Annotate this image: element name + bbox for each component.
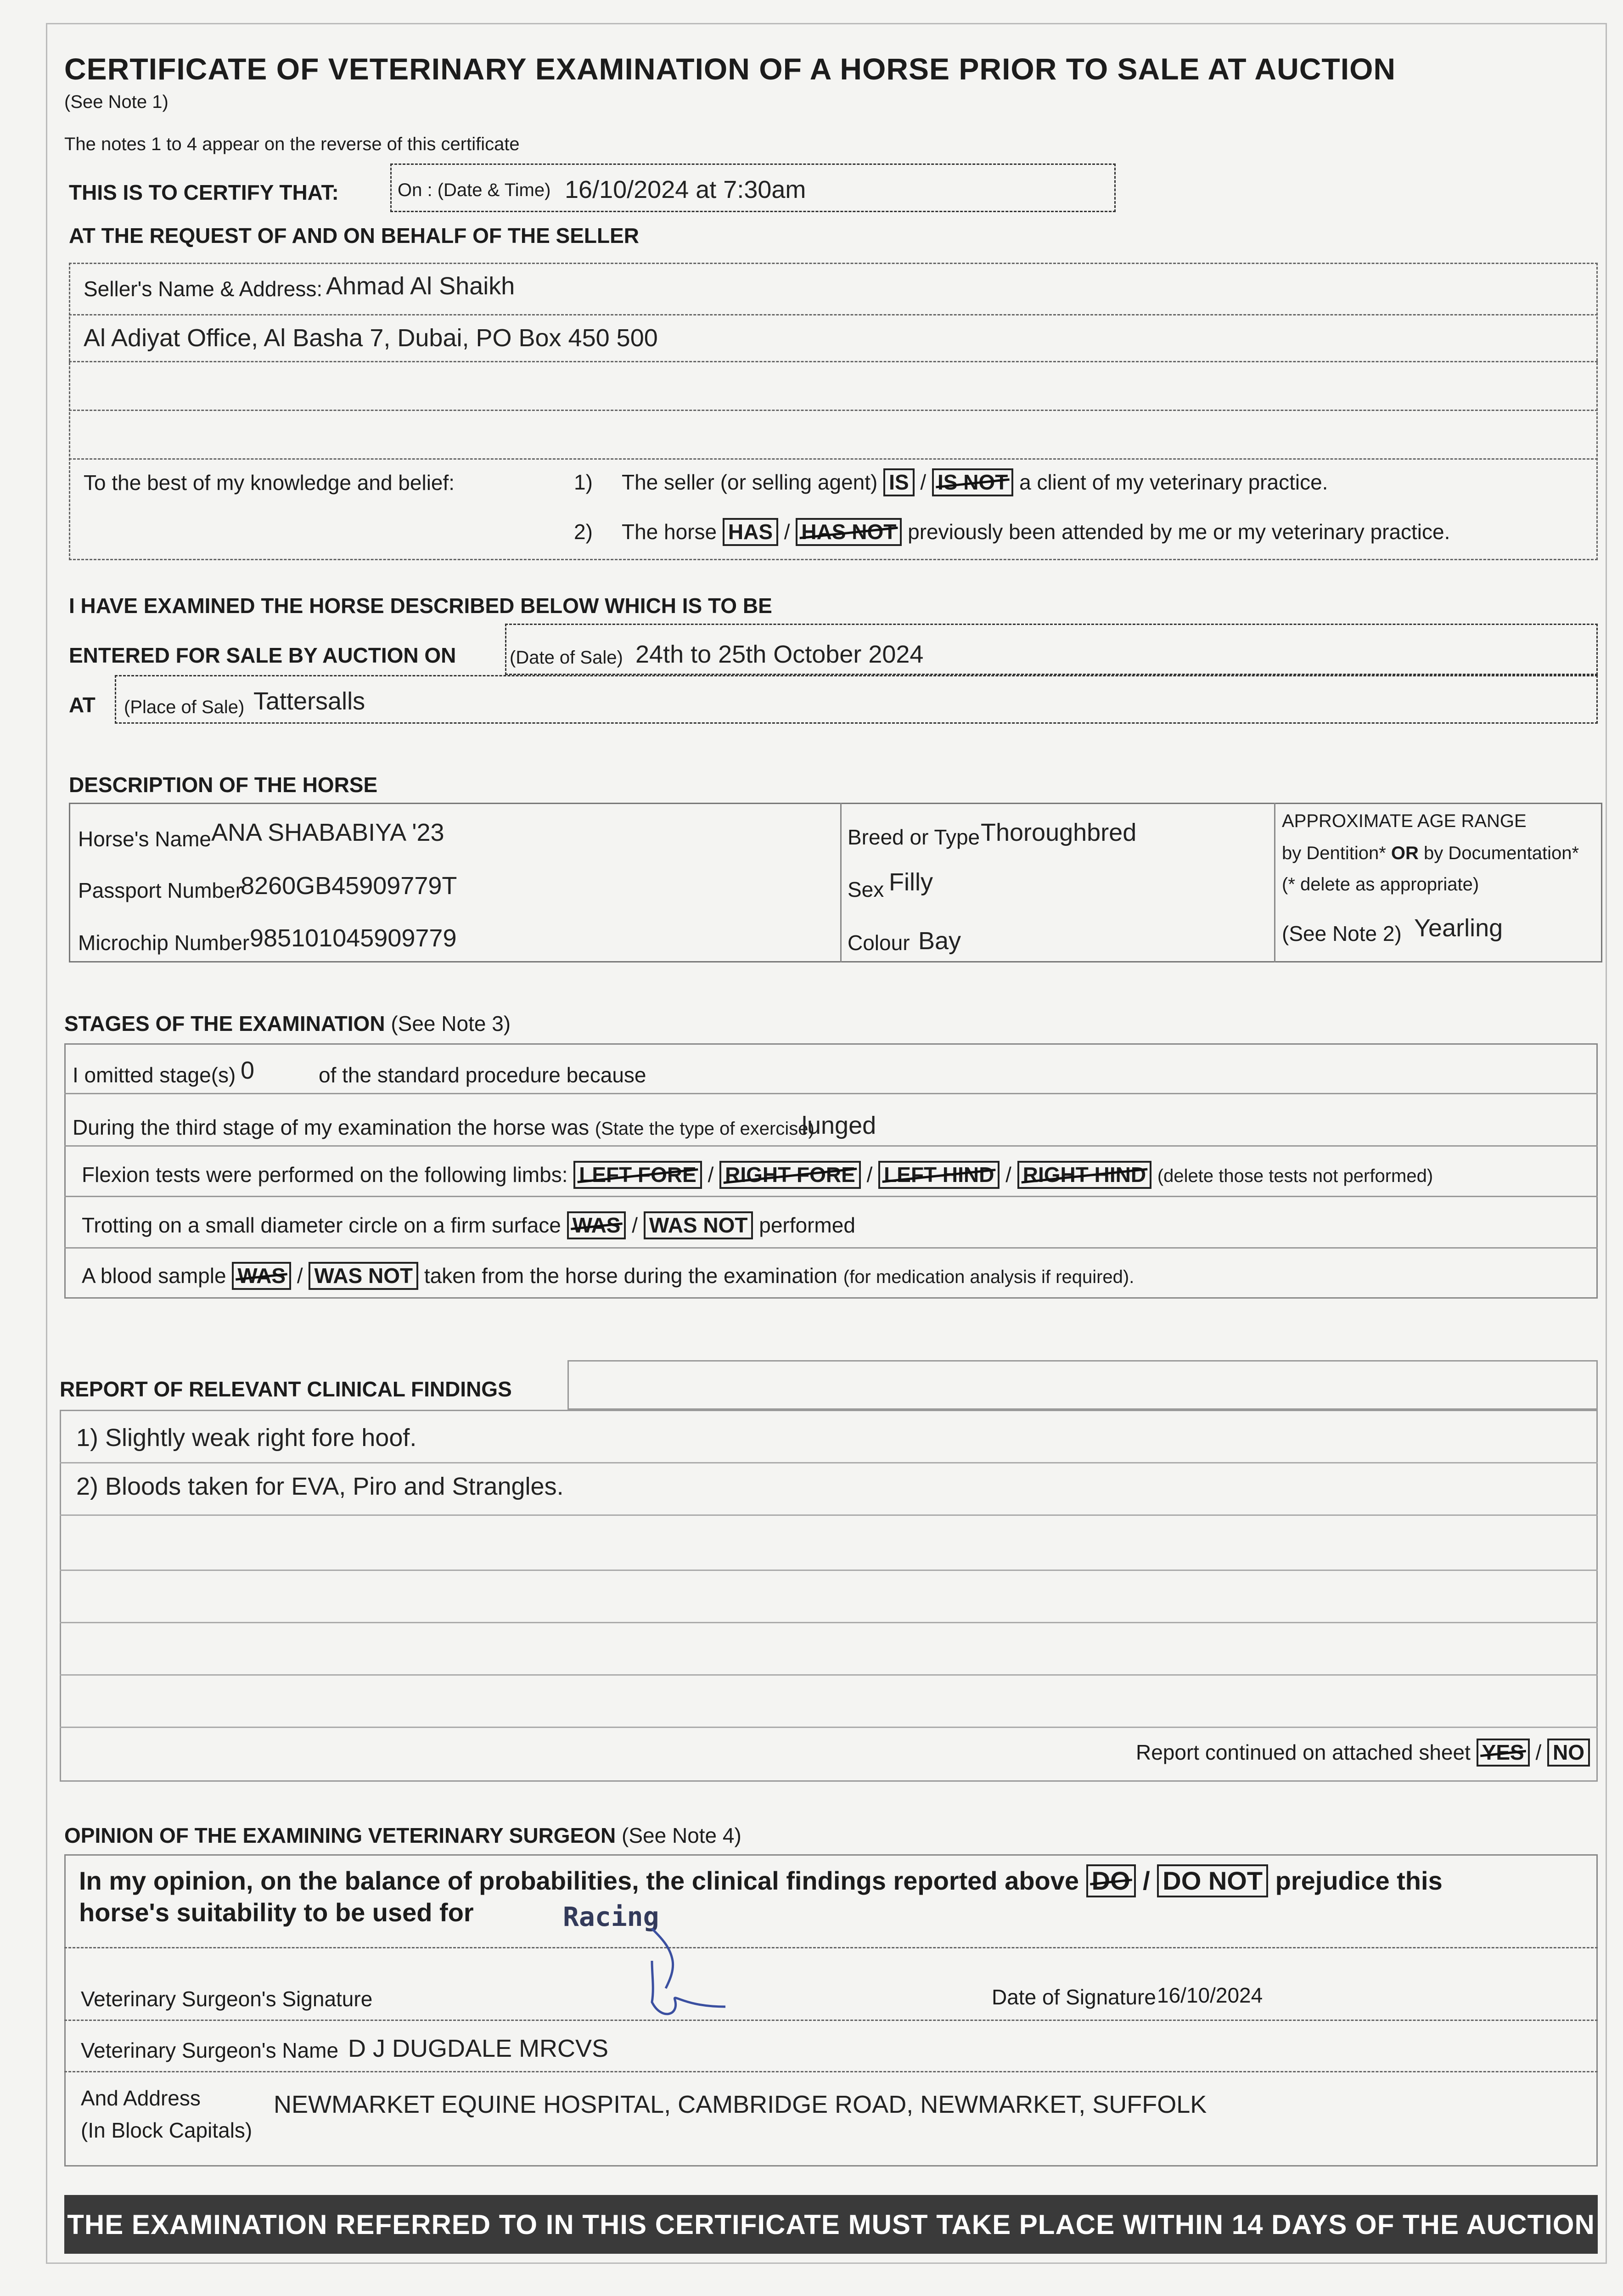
findings-heading-box <box>567 1360 1598 1410</box>
opinion-heading <box>64 1823 741 1848</box>
sale-date-label: (Date of Sale) <box>510 647 623 668</box>
third-stage-label: During the third stage of my examination the horse was <box>73 1115 590 1139</box>
seller-line-2 <box>69 361 1598 362</box>
item2-sep: / <box>784 520 790 544</box>
passport-value[interactable]: 8260GB45909779T <box>241 872 457 900</box>
sale-place-label: (Place of Sale) <box>124 697 245 717</box>
breed-label: Breed or Type <box>848 825 980 849</box>
desc-divider-1 <box>840 803 842 962</box>
flex-left-hind[interactable]: LEFT HIND <box>878 1161 1000 1189</box>
findings-line-6 <box>60 1727 1598 1728</box>
stages-row-line-3 <box>64 1196 1598 1197</box>
sex-label: Sex <box>848 878 884 901</box>
age-dentition: by Dentition* <box>1282 843 1386 863</box>
stages-note: (See Note 3) <box>391 1012 511 1035</box>
horse-name-label: Horse's Name <box>78 827 211 851</box>
flex-sep-2: / <box>866 1163 873 1187</box>
seller-block <box>69 263 1598 560</box>
sale-at-label: AT <box>69 693 95 717</box>
age-value[interactable]: Yearling <box>1414 914 1503 942</box>
passport-label: Passport Number <box>78 878 242 902</box>
knowledge-label: To the best of my knowledge and belief: <box>84 471 455 495</box>
breed-value[interactable]: Thoroughbred <box>981 819 1137 846</box>
opinion-line-3 <box>64 2071 1598 2072</box>
age-or: OR <box>1391 843 1419 863</box>
opinion-line-2 <box>64 2020 1598 2021</box>
sex-value[interactable]: Filly <box>889 868 933 896</box>
item2-post: previously been attended by me or my veterinary practice. <box>908 520 1450 544</box>
findings-line-2 <box>60 1514 1598 1516</box>
continued-no-option[interactable]: NO <box>1547 1739 1590 1767</box>
microchip-value[interactable]: 985101045909779 <box>250 924 457 952</box>
blood-post: taken from the horse during the examination <box>424 1264 837 1288</box>
third-stage-note: (State the type of exercise) <box>595 1119 814 1139</box>
trot-was-option[interactable]: WAS <box>567 1211 626 1239</box>
stages-heading <box>64 1011 511 1036</box>
trot-row <box>82 1211 855 1239</box>
item2-num: 2) <box>574 520 593 544</box>
flex-sep-1: / <box>708 1163 714 1187</box>
address-label: And Address <box>81 2086 201 2110</box>
blood-label: A blood sample <box>82 1264 226 1288</box>
address-label-2: (In Block Capitals) <box>81 2118 253 2142</box>
opinion-text-post: prejudice this <box>1275 1866 1443 1895</box>
finding-line-1[interactable]: 1) Slightly weak right fore hoof. <box>76 1424 417 1452</box>
item1-num: 1) <box>574 470 593 494</box>
age-note: (See Note 2) <box>1282 922 1402 945</box>
opinion-line-1 <box>64 1947 1598 1948</box>
opinion-text-pre: In my opinion, on the balance of probabilities, the clinical findings reported above <box>79 1866 1079 1895</box>
see-note-1: (See Note 1) <box>64 92 168 112</box>
seller-label: Seller's Name & Address: <box>84 277 323 301</box>
opinion-do-option[interactable]: DO <box>1086 1864 1136 1897</box>
continued-row <box>1136 1739 1590 1767</box>
opinion-title: OPINION OF THE EXAMINING VETERINARY SURGEON <box>64 1823 616 1847</box>
seller-line-4 <box>69 458 1598 460</box>
sale-place-value[interactable]: Tattersalls <box>253 687 365 715</box>
colour-label: Colour <box>848 931 910 955</box>
continued-yes-option[interactable]: YES <box>1477 1739 1530 1767</box>
has-not-attended-option[interactable]: HAS NOT <box>796 518 902 546</box>
knowledge-item-2 <box>574 518 1450 546</box>
seller-address[interactable]: Al Adiyat Office, Al Basha 7, Dubai, PO Box 450 500 <box>84 324 658 352</box>
certify-label: THIS IS TO CERTIFY THAT: <box>69 180 339 204</box>
flexion-row <box>82 1161 1433 1189</box>
certificate-title: CERTIFICATE OF VETERINARY EXAMINATION OF A HORSE PRIOR TO SALE AT AUCTION <box>64 52 1396 86</box>
findings-line-1 <box>60 1462 1598 1463</box>
item1-post: a client of my veterinary practice. <box>1019 470 1328 494</box>
flexion-label: Flexion tests were performed on the following limbs: <box>82 1163 568 1187</box>
continued-sep: / <box>1535 1740 1542 1764</box>
signature-date-label: Date of Signature <box>992 1985 1157 2009</box>
examined-line-1: I HAVE EXAMINED THE HORSE DESCRIBED BELOW WHICH IS TO BE <box>69 594 772 618</box>
opinion-text-line-2: horse's suitability to be used for <box>79 1898 474 1927</box>
flex-sep-3: / <box>1005 1163 1011 1187</box>
findings-line-4 <box>60 1622 1598 1623</box>
certify-on-value[interactable]: 16/10/2024 at 7:30am <box>565 176 806 203</box>
blood-was-option[interactable]: WAS <box>232 1262 291 1290</box>
stages-row-line-2 <box>64 1145 1598 1147</box>
flexion-note: (delete those tests not performed) <box>1157 1166 1433 1186</box>
item1-sep: / <box>920 470 927 494</box>
stages-row-line-1 <box>64 1093 1598 1094</box>
has-attended-option[interactable]: HAS <box>723 518 778 546</box>
signature-label: Veterinary Surgeon's Signature <box>81 1987 373 2011</box>
horse-name-value[interactable]: ANA SHABABIYA '23 <box>211 819 444 846</box>
seller-name[interactable]: Ahmad Al Shaikh <box>326 272 515 300</box>
trot-label: Trotting on a small diameter circle on a firm surface <box>82 1213 561 1237</box>
trot-post: performed <box>759 1213 855 1237</box>
omitted-label: I omitted stage(s) <box>73 1063 236 1087</box>
opinion-sep: / <box>1143 1866 1150 1895</box>
knowledge-item-1 <box>574 468 1328 496</box>
stages-row-line-4 <box>64 1247 1598 1249</box>
flex-right-hind[interactable]: RIGHT HIND <box>1017 1161 1151 1189</box>
findings-table <box>60 1410 1598 1782</box>
blood-note: (for medication analysis if required). <box>843 1267 1134 1287</box>
trot-sep: / <box>632 1213 638 1237</box>
certify-on-label: On : (Date & Time) <box>398 180 551 200</box>
request-heading: AT THE REQUEST OF AND ON BEHALF OF THE SELLER <box>69 224 639 248</box>
third-stage <box>73 1115 814 1140</box>
surgeon-name-label: Veterinary Surgeon's Name <box>81 2038 339 2062</box>
blood-row <box>82 1262 1134 1290</box>
findings-line-3 <box>60 1570 1598 1571</box>
trot-was-not-option[interactable]: WAS NOT <box>644 1211 753 1239</box>
age-delete-note: (* delete as appropriate) <box>1282 874 1479 895</box>
age-documentation: by Documentation* <box>1424 843 1579 863</box>
flex-left-fore[interactable]: LEFT FORE <box>573 1161 702 1189</box>
examined-line-2: ENTERED FOR SALE BY AUCTION ON <box>69 643 456 667</box>
signature-mark <box>634 1919 753 2030</box>
is-not-client-option[interactable]: IS NOT <box>932 468 1013 496</box>
item1-pre: The seller (or selling agent) <box>621 470 878 494</box>
opinion-do-not-option[interactable]: DO NOT <box>1157 1864 1268 1897</box>
age-method <box>1282 843 1579 864</box>
address-value[interactable]: NEWMARKET EQUINE HOSPITAL, CAMBRIDGE ROAD, NEWMARKET, SUFFOLK <box>274 2091 1207 2118</box>
omitted-value[interactable]: 0 <box>241 1057 255 1084</box>
colour-value[interactable]: Bay <box>918 927 961 955</box>
continued-label: Report continued on attached sheet <box>1136 1740 1471 1764</box>
opinion-statement <box>79 1864 1443 1897</box>
microchip-label: Microchip Number <box>78 931 250 955</box>
footer-banner: THE EXAMINATION REFERRED TO IN THIS CERTIFICATE MUST TAKE PLACE WITHIN 14 DAYS OF THE AUCTION <box>64 2195 1598 2254</box>
description-heading: DESCRIPTION OF THE HORSE <box>69 773 378 797</box>
desc-divider-2 <box>1274 803 1275 962</box>
blood-was-not-option[interactable]: WAS NOT <box>309 1262 418 1290</box>
third-stage-value[interactable]: lunged <box>802 1112 876 1139</box>
opinion-use-value[interactable]: Racing <box>563 1901 659 1932</box>
signature-date-value[interactable]: 16/10/2024 <box>1157 1983 1263 2007</box>
notes-line: The notes 1 to 4 appear on the reverse of this certificate <box>64 134 520 154</box>
finding-line-2[interactable]: 2) Bloods taken for EVA, Piro and Strangles. <box>76 1473 564 1500</box>
is-client-option[interactable]: IS <box>883 468 914 496</box>
stages-title: STAGES OF THE EXAMINATION <box>64 1012 385 1035</box>
seller-line-1 <box>69 314 1598 315</box>
omitted-post: of the standard procedure because <box>319 1063 646 1087</box>
age-heading: APPROXIMATE AGE RANGE <box>1282 811 1527 831</box>
findings-heading: REPORT OF RELEVANT CLINICAL FINDINGS <box>60 1377 512 1401</box>
seller-line-3 <box>69 410 1598 411</box>
sale-date-value[interactable]: 24th to 25th October 2024 <box>635 641 924 668</box>
flex-right-fore[interactable]: RIGHT FORE <box>719 1161 861 1189</box>
item2-pre: The horse <box>621 520 717 544</box>
blood-sep: / <box>297 1264 303 1288</box>
opinion-note: (See Note 4) <box>622 1823 741 1847</box>
surgeon-name-value[interactable]: D J DUGDALE MRCVS <box>348 2035 609 2062</box>
findings-line-5 <box>60 1674 1598 1676</box>
